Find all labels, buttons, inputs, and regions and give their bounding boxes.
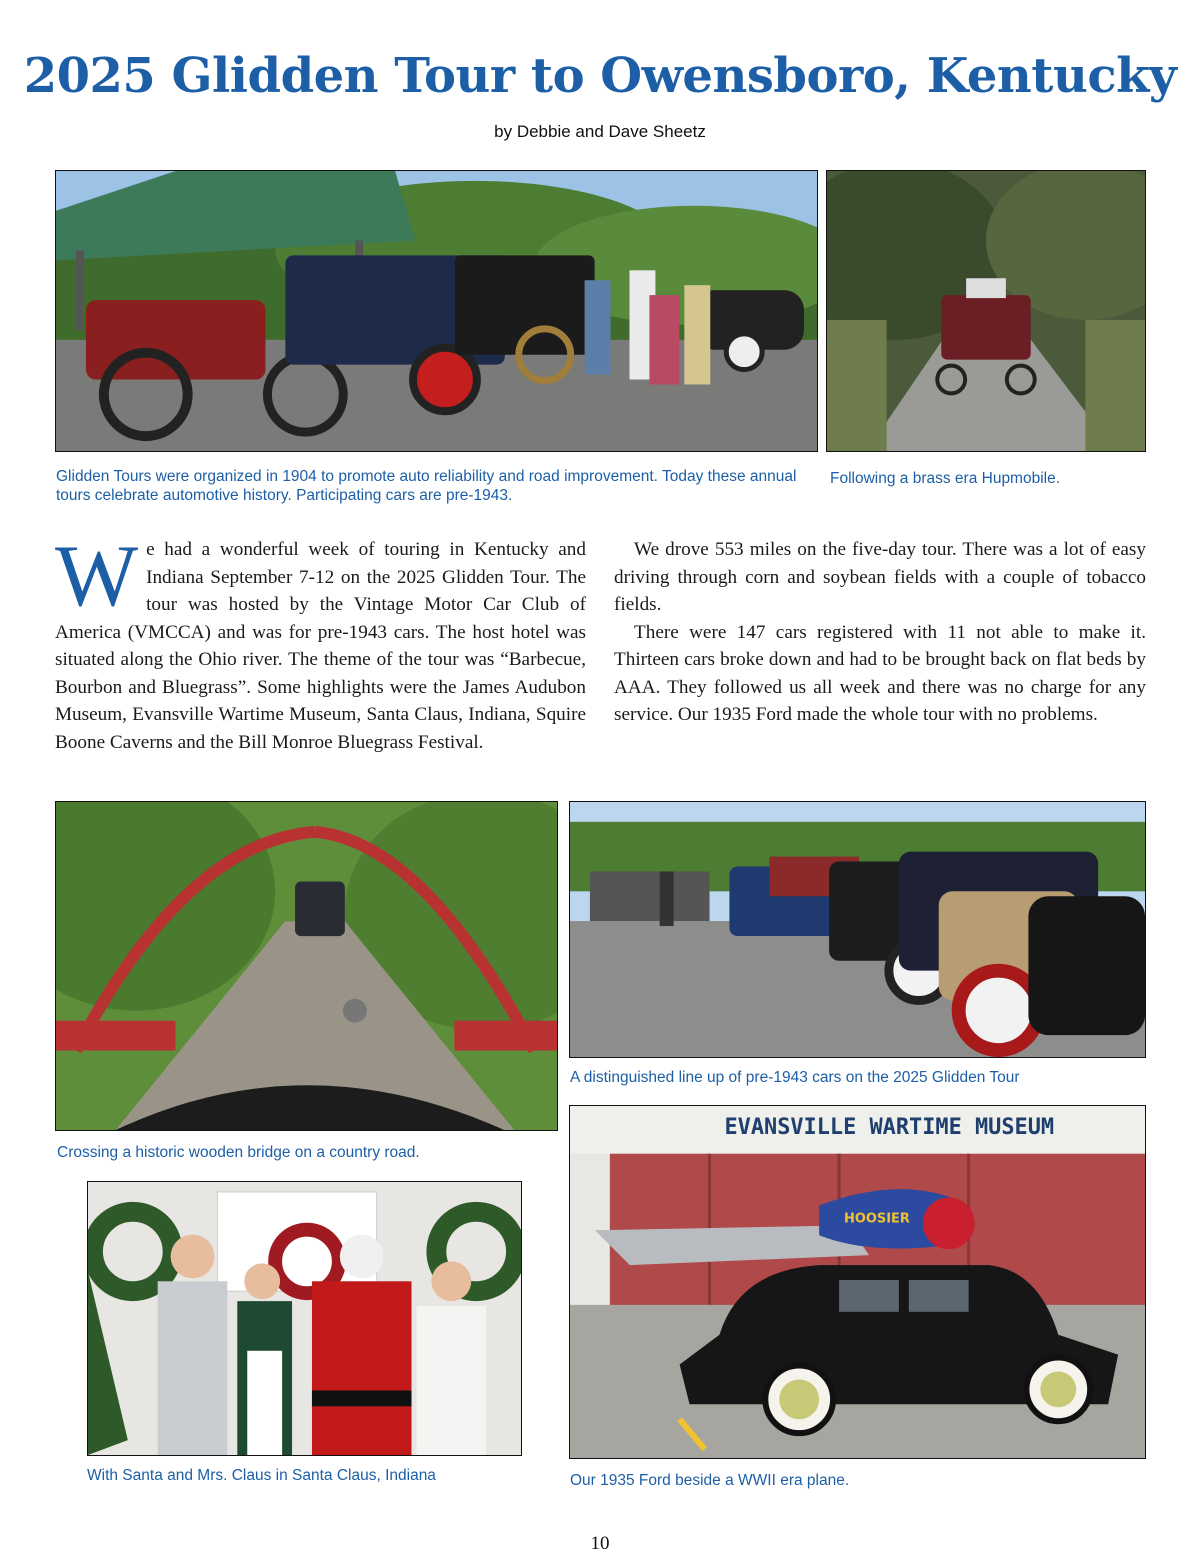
caption-photo-2: Following a brass era Hupmobile. (830, 470, 1061, 487)
drop-cap: W (55, 528, 139, 625)
article-paragraph-1: e had a wonderful week of touring in Kentucky and Indiana September 7-12 on the 2025 Glidden Tour. The tour was hosted by the Vintage Motor Car Club of America (VMCCA) and was for pre-1943 cars. The host hotel was situated along the Ohio river. The theme of the tour was “Barbecue, Bourbon and Bluegrass”. Some highlights were the James Audubon Museum, Evansville Wartime Museum, Santa Claus, Indiana, Squire Boone Caverns and the Bill Monroe Bluegrass Festival. (55, 539, 586, 753)
article-column-right (614, 536, 1146, 729)
caption-photo-3: Crossing a historic wooden bridge on a country road. (57, 1144, 420, 1161)
page-number: 10 (590, 1533, 610, 1554)
photo-car-lineup (569, 801, 1146, 1058)
photo-wooden-bridge (55, 801, 558, 1131)
article-paragraph-3: There were 147 cars registered with 11 not able to make it. Thirteen cars broke down and had to be brought back on flat beds by AAA. They followed us all week and there was no charge for any service. Our 1935 Ford made the whole tour with no problems. (614, 621, 1146, 725)
photo-hupmobile-road (826, 170, 1146, 452)
plane-nose-art: HOOSIER (844, 1211, 910, 1227)
caption-photo-1: Glidden Tours were organized in 1904 to promote auto reliability and road improvement. Today these annual tours celebrate automotive history. Participating cars are pre-1943. (56, 468, 797, 504)
caption-photo-5: With Santa and Mrs. Claus in Santa Claus, Indiana (87, 1467, 436, 1484)
photo-santa-claus (87, 1181, 522, 1456)
photo-ford-and-plane (569, 1105, 1146, 1459)
article-paragraph-2: We drove 553 miles on the five-day tour. There was a lot of easy driving through corn and soybean fields with a couple of tobacco fields. (614, 539, 1146, 615)
byline: by Debbie and Dave Sheetz (494, 122, 706, 141)
hangar-sign-text: EVANSVILLE WARTIME MUSEUM (724, 1114, 1055, 1140)
caption-photo-4: A distinguished line up of pre-1943 cars on the 2025 Glidden Tour (570, 1069, 1020, 1086)
article-column-left (55, 528, 586, 756)
caption-photo-6: Our 1935 Ford beside a WWII era plane. (570, 1472, 850, 1489)
photo-cars-at-pavilion (55, 170, 818, 452)
page-title: 2025 Glidden Tour to Owensboro, Kentucky (23, 48, 1177, 104)
